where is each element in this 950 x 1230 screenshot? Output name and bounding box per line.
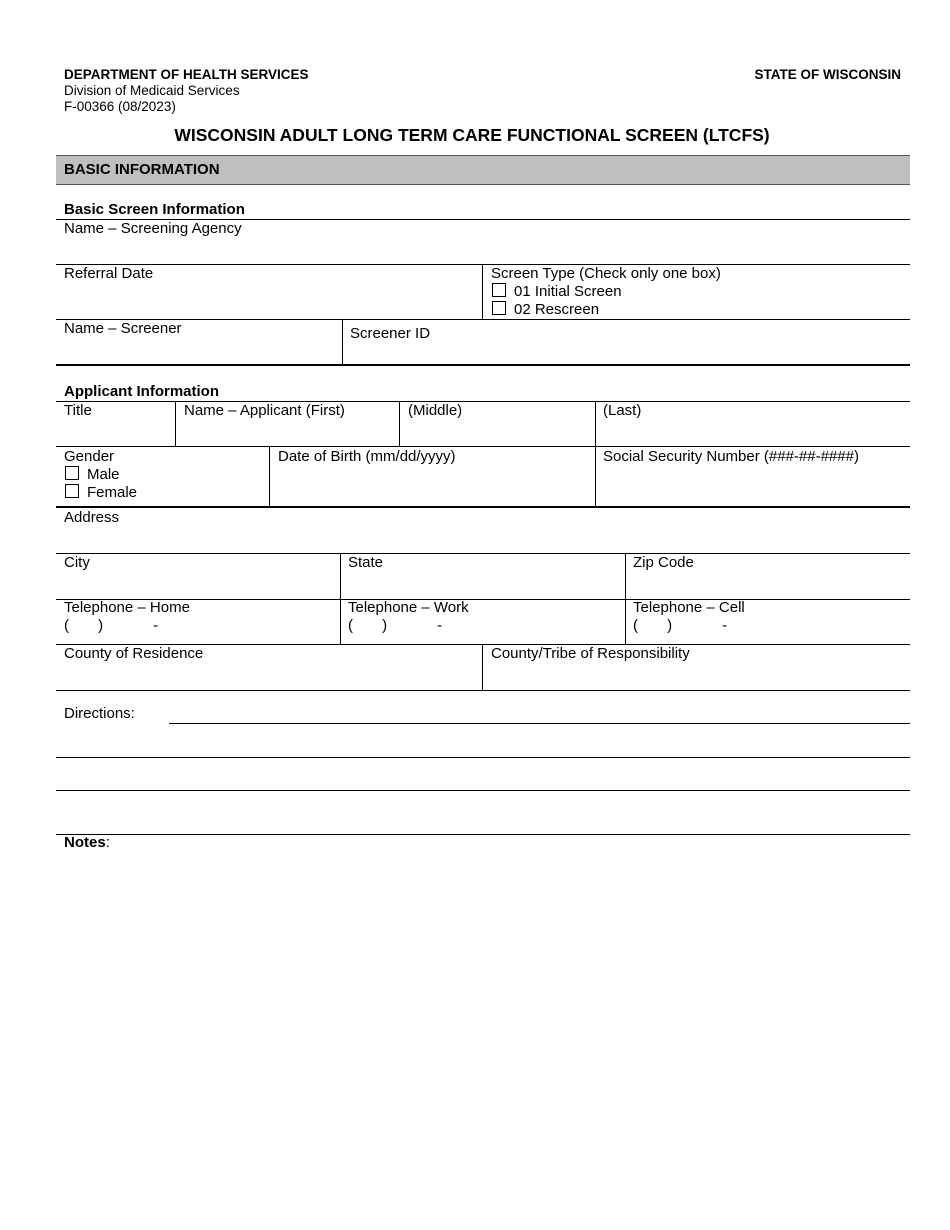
directions-label: Directions: bbox=[64, 705, 135, 722]
form-title: WISCONSIN ADULT LONG TERM CARE FUNCTIONAL SCREEN (LTCFS) bbox=[174, 125, 770, 145]
state-field[interactable] bbox=[340, 554, 625, 599]
screener-name-label: Name – Screener bbox=[64, 320, 182, 337]
state-label-field: State bbox=[348, 554, 384, 571]
address-label: Address bbox=[64, 509, 120, 526]
directions-line-2[interactable] bbox=[56, 757, 910, 758]
middle-name-label: (Middle) bbox=[408, 402, 463, 419]
city-label: City bbox=[64, 554, 90, 571]
notes-label-wrap bbox=[64, 834, 110, 851]
title-label: Title bbox=[64, 402, 92, 419]
screen-type-initial-option[interactable] bbox=[492, 283, 622, 300]
ssn-field[interactable] bbox=[595, 447, 910, 506]
male-label: Male bbox=[87, 466, 120, 483]
screening-agency-field[interactable] bbox=[56, 220, 910, 264]
telephone-cell-format: ( ) - bbox=[633, 617, 728, 634]
telephone-cell-label: Telephone – Cell bbox=[633, 599, 745, 616]
dob-field[interactable] bbox=[269, 447, 595, 506]
first-name-field[interactable] bbox=[175, 402, 399, 446]
telephone-work-label: Telephone – Work bbox=[348, 599, 469, 616]
telephone-home-label: Telephone – Home bbox=[64, 599, 190, 616]
applicant-info-heading: Applicant Information bbox=[64, 383, 219, 400]
directions-line-3[interactable] bbox=[56, 790, 910, 791]
screener-name-field[interactable] bbox=[56, 320, 342, 364]
screener-id-label: Screener ID bbox=[350, 325, 431, 342]
telephone-home-format: ( ) - bbox=[64, 617, 159, 634]
notes-area[interactable] bbox=[56, 855, 910, 1175]
section-divider bbox=[56, 364, 910, 366]
zip-label: Zip Code bbox=[633, 554, 694, 571]
county-responsibility-label: County/Tribe of Responsibility bbox=[491, 645, 690, 662]
gender-male-option[interactable] bbox=[65, 466, 120, 483]
first-name-label: Name – Applicant (First) bbox=[184, 402, 345, 419]
rescreen-checkbox[interactable] bbox=[492, 301, 506, 315]
rescreen-label: 02 Rescreen bbox=[514, 301, 600, 318]
initial-screen-label: 01 Initial Screen bbox=[514, 283, 622, 300]
dob-label: Date of Birth (mm/dd/yyyy) bbox=[278, 448, 456, 465]
address-field[interactable] bbox=[56, 508, 910, 553]
female-checkbox[interactable] bbox=[65, 484, 79, 498]
county-residence-field[interactable] bbox=[56, 645, 482, 690]
gender-female-option[interactable] bbox=[65, 484, 137, 501]
divider bbox=[482, 264, 483, 320]
county-responsibility-field[interactable] bbox=[482, 645, 910, 690]
zip-field[interactable] bbox=[625, 554, 910, 599]
telephone-cell-field[interactable] bbox=[625, 600, 910, 644]
screener-id-field[interactable] bbox=[342, 320, 910, 364]
initial-screen-checkbox[interactable] bbox=[492, 283, 506, 297]
divider bbox=[56, 834, 910, 835]
referral-date-field[interactable] bbox=[56, 265, 482, 319]
female-label: Female bbox=[87, 484, 138, 501]
department-name: DEPARTMENT OF HEALTH SERVICES bbox=[64, 67, 309, 82]
division-name: Division of Medicaid Services bbox=[64, 83, 240, 98]
city-field[interactable] bbox=[56, 554, 340, 599]
last-name-label: (Last) bbox=[603, 402, 642, 419]
county-residence-label: County of Residence bbox=[64, 645, 204, 662]
screen-type-rescreen-option[interactable] bbox=[492, 301, 599, 318]
basic-screen-info-heading: Basic Screen Information bbox=[64, 201, 245, 218]
notes-label: Notes bbox=[64, 834, 106, 851]
state-label: STATE OF WISCONSIN bbox=[754, 67, 901, 82]
divider bbox=[56, 690, 910, 691]
ssn-label: Social Security Number (###-##-####) bbox=[603, 448, 859, 465]
telephone-work-field[interactable] bbox=[340, 600, 625, 644]
section-band-title: BASIC INFORMATION bbox=[64, 161, 220, 178]
male-checkbox[interactable] bbox=[65, 466, 79, 480]
notes-colon: : bbox=[105, 834, 110, 851]
gender-label: Gender bbox=[64, 448, 115, 465]
referral-date-label: Referral Date bbox=[64, 265, 154, 282]
directions-line-1[interactable] bbox=[169, 723, 910, 724]
telephone-home-field[interactable] bbox=[56, 600, 340, 644]
telephone-work-format: ( ) - bbox=[348, 617, 443, 634]
section-band-basic-information bbox=[56, 155, 910, 185]
screen-type-label: Screen Type (Check only one box) bbox=[491, 265, 721, 282]
form-number: F-00366 (08/2023) bbox=[64, 99, 176, 114]
screening-agency-label: Name – Screening Agency bbox=[64, 220, 242, 237]
middle-name-field[interactable] bbox=[399, 402, 595, 446]
title-field[interactable] bbox=[56, 402, 175, 446]
last-name-field[interactable] bbox=[595, 402, 910, 446]
